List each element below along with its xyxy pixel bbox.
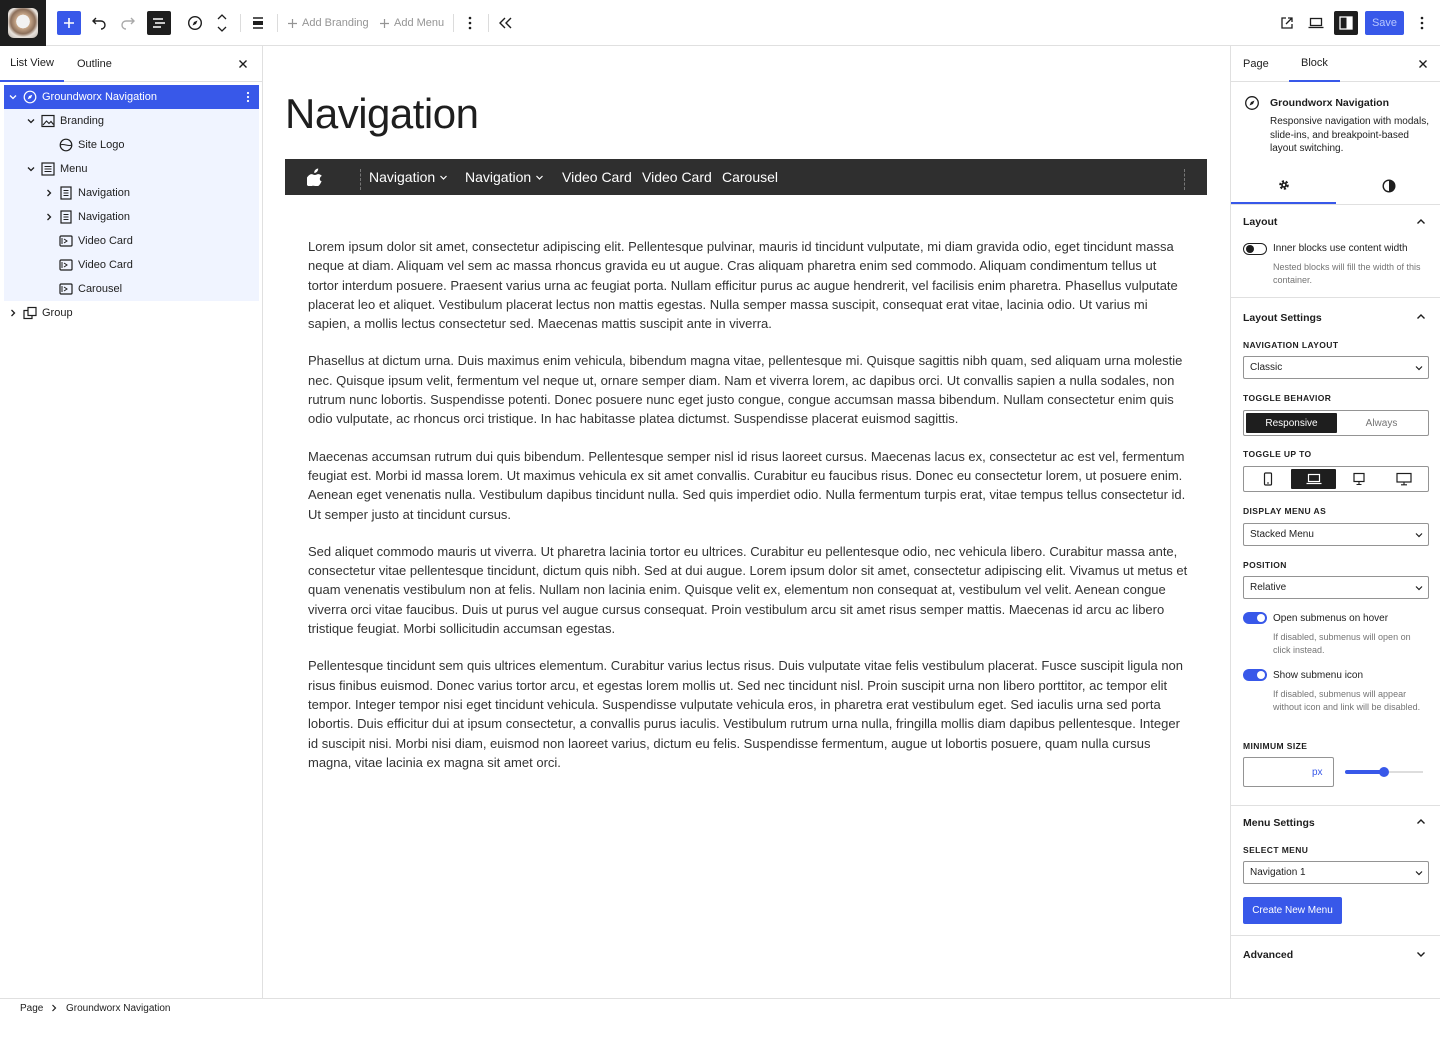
- toggle-knob: [1257, 671, 1265, 679]
- unit-label: px: [1312, 767, 1323, 778]
- minimum-size-input[interactable]: [1243, 757, 1334, 787]
- group-icon: [23, 306, 37, 320]
- inner-blocks-toggle[interactable]: [1243, 243, 1267, 255]
- display-menu-select[interactable]: [1243, 523, 1429, 546]
- chevron-down-icon: [1414, 583, 1424, 593]
- site-logo-icon: [59, 138, 73, 152]
- select-value: Navigation 1: [1250, 867, 1306, 878]
- block-card-description: Responsive navigation with modals, slide-ins, and breakpoint-based layout switching.: [1270, 116, 1429, 154]
- redo-icon: [120, 15, 136, 31]
- tree-item-video-card[interactable]: [4, 229, 259, 253]
- display-menu-label: DISPLAY MENU AS: [1243, 506, 1327, 516]
- chevron-down-icon: [8, 92, 18, 102]
- card-icon: [59, 282, 73, 296]
- move-block-buttons[interactable]: [214, 11, 230, 35]
- double-chevron-left-icon: [499, 17, 513, 29]
- tree-item-label: Group: [42, 307, 73, 319]
- breakpoint-tablet[interactable]: [1336, 469, 1381, 489]
- paragraph[interactable]: Pellentesque tincidunt sem quis ultrices elementum. Curabitur varius lectus risus. Duis vulputate vitae felis vestibulum placerat. Fusce suscipit ligula non risus finibus euismod. Donec varius tortor arcu, et egestas lorem mollis ut. Sed nec tincidunt nisl. Proin suscipit urna non libero porttitor, ac tempor elit tempor. Integer tempor nisi eget tincidunt vehicula. Suspendisse vulputate vehicula eros, in pharetra erat vestibulum eget. Sed iaculis urna sed porta lobortis. Duis efficitur dui at ipsum consectetur, a convallis purus iaculis. Vestibulum rutrum urna nulla, fringilla mollis diam dapibus pellentesque. Integer id suscipit nisi. Morbi nisi diam, euismod non laoreet varius, dictum eu felis. Suspendisse fermentum, augue ut lobortis posuere, quam nulla cursus magna, vitae lacinia ex magna sit amet orci.: [308, 658, 1184, 770]
- toggle-behavior-label: TOGGLE BEHAVIOR: [1243, 393, 1332, 403]
- tree-item-label: Video Card: [78, 235, 133, 247]
- nav-item-label: Navigation: [465, 169, 532, 185]
- nav-item-label: Carousel: [722, 169, 779, 185]
- chevron-down-icon: [1414, 868, 1424, 878]
- add-menu-button[interactable]: [379, 13, 444, 33]
- select-menu-select[interactable]: [1243, 861, 1429, 884]
- tree-item-menu[interactable]: [4, 157, 259, 181]
- tree-item-label: Navigation: [78, 211, 130, 223]
- page-title[interactable]: Navigation: [285, 90, 479, 137]
- navigation-layout-label: NAVIGATION LAYOUT: [1243, 340, 1339, 350]
- navigation-block-preview[interactable]: [285, 159, 1207, 195]
- minimum-size-label: MINIMUM SIZE: [1243, 741, 1308, 751]
- view-post-button[interactable]: [1277, 13, 1297, 33]
- tree-item-label: Navigation: [78, 187, 130, 199]
- undo-icon: [91, 15, 107, 31]
- site-icon-button[interactable]: [0, 0, 46, 46]
- toolbar-divider: [277, 14, 278, 32]
- menu-settings-title[interactable]: Menu Settings: [1243, 817, 1315, 829]
- list-view-panel: [0, 46, 263, 998]
- compass-icon: [1244, 95, 1260, 111]
- position-label: POSITION: [1243, 560, 1287, 570]
- open-submenus-hover-label: Open submenus on hover: [1273, 613, 1389, 624]
- layout-section-title[interactable]: Layout: [1243, 216, 1278, 228]
- tree-item-groundworx-navigation[interactable]: [4, 85, 259, 109]
- list-view-tabs: [0, 46, 262, 82]
- tab-list-view[interactable]: [0, 46, 64, 82]
- select-value: Relative: [1250, 582, 1287, 593]
- tree-item-carousel[interactable]: [4, 277, 259, 301]
- nav-item-label: Navigation: [369, 169, 436, 185]
- close-icon: [236, 57, 250, 71]
- show-submenu-icon-help: If disabled, submenus will appear without icon and link will be disabled.: [1273, 689, 1421, 712]
- device-preview-button[interactable]: [1306, 13, 1326, 33]
- show-submenu-icon-label: Show submenu icon: [1273, 670, 1364, 681]
- paragraph[interactable]: Lorem ipsum dolor sit amet, consectetur adipiscing elit. Pellentesque pulvinar, mauris id tincidunt vulputate, mi diam gravida odio, eget tincidunt massa neque at diam. Aliquam vel sem ac massa rhoncus gravida eu ut augue. Cras aliquam pharetra enim sed commodo. Aliquam condimentum tellus ut tortor interdum posuere. Praesent varius urna ac feugiat porta. Nullam efficitur purus ac augue hendrerit, vel facilisis enim pharetra. Phasellus vulputate placerat leo et aliquet. Vestibulum placerat lectus non mattis egestas. Nulla semper massa suscipit, consequat erat vitae, lacinia odio. Ut varius mi sapien, a mollis lectus consectetur sed. Maecenas mattis suscipit ante in viverra.: [308, 239, 1178, 332]
- tree-item-label: Groundworx Navigation: [42, 91, 157, 103]
- menu-block-icon: [41, 162, 55, 176]
- chevron-down-icon: [439, 173, 448, 182]
- paragraph[interactable]: Sed aliquet commodo mauris ut viverra. Ut pharetra lacinia tortor eu ultrices. Curabitur eu pellentesque odio, nec vehicula libero. Curabitur massa ante, consectetur vitae pellentesque tincidunt, dictum quis nibh. Sed at dui augue. Lorem ipsum dolor sit amet, consectetur adipiscing elit. Vivamus ut metus et quam venenatis vestibulum non at felis. Nullam non lacinia enim. Quisque velit ex, elementum non consequat at, vestibulum vel velit. Aenean congue viverra orci vitae faucibus. Duis ut purus vel augue cursus consequat. Proin vestibulum arcu sit amet risus semper mattis. Maecenas id arcu ac libero tristique feugiat. Morbi sollicitudin accumsan egestas.: [308, 543, 1188, 637]
- settings-tab[interactable]: [1231, 168, 1336, 204]
- breakpoint-laptop[interactable]: [1291, 469, 1336, 489]
- document-icon: [59, 186, 73, 200]
- site-icon: [8, 8, 38, 38]
- plus-icon: [287, 18, 298, 29]
- add-menu-label: Add Menu: [394, 17, 445, 29]
- toggle-knob: [1246, 245, 1254, 253]
- chevron-down-icon: [26, 164, 36, 174]
- chevron-down-icon: [26, 116, 36, 126]
- settings-sidebar-button[interactable]: [1334, 11, 1358, 35]
- advanced-section-title[interactable]: Advanced: [1243, 949, 1294, 961]
- apple-logo-icon[interactable]: [307, 168, 323, 186]
- tab-page[interactable]: [1243, 46, 1269, 82]
- chevron-up-icon[interactable]: [1415, 216, 1427, 228]
- chevron-right-icon: [50, 1004, 58, 1012]
- tree-item-group[interactable]: [4, 301, 259, 325]
- tree-item-navigation[interactable]: [4, 205, 259, 229]
- layout-settings-title[interactable]: Layout Settings: [1243, 312, 1322, 324]
- tree-item-label: Video Card: [78, 259, 133, 271]
- select-menu-label: SELECT MENU: [1243, 845, 1309, 855]
- nav-item-label: Video Card: [642, 169, 712, 185]
- content-body: [308, 237, 1188, 790]
- paragraph[interactable]: Phasellus at dictum urna. Duis maximus enim vehicula, bibendum magna vitae, pellentesque mi. Quisque sagittis nibh quam, sed aliquam urna molestie nec. Quisque ipsum velit, fermentum vel neque ut, ornare semper diam. Nam et viverra lorem, ac dapibus orci. Ut convallis sapien a nulla sodales, non rutrum nunc lobortis. Suspendisse potenti. Donec posuere nunc eget justo congue, congue accumsan massa bibendum. Nullam consectetur enim quis odio vulputate, ac rhoncus orci tristique. In hac habitasse platea dictumst. Suspendisse placerat euismod sagittis.: [308, 353, 1183, 427]
- minimum-size-slider[interactable]: [1345, 770, 1423, 774]
- toggle-behavior-responsive[interactable]: [1246, 413, 1337, 433]
- navigation-layout-select[interactable]: [1243, 356, 1429, 379]
- breadcrumb: [0, 998, 1440, 1040]
- select-value: Stacked Menu: [1250, 529, 1314, 540]
- chevron-right-icon: [8, 308, 18, 318]
- nav-item-label: Video Card: [562, 169, 632, 185]
- chevron-right-icon: [44, 212, 54, 222]
- breadcrumb-page[interactable]: Page: [20, 1003, 44, 1014]
- more-vertical-icon: [1420, 16, 1424, 30]
- list-view-icon: [152, 17, 166, 29]
- breakpoint-mobile[interactable]: [1246, 469, 1290, 489]
- block-options-button[interactable]: [460, 13, 480, 33]
- plus-icon: [62, 16, 76, 30]
- tab-outline-label: Outline: [77, 58, 112, 70]
- toggle-up-to-label: TOGGLE UP TO: [1243, 449, 1312, 459]
- tree-item-label: Carousel: [78, 283, 123, 295]
- more-vertical-icon: [468, 16, 472, 30]
- options-button[interactable]: [1412, 13, 1432, 33]
- contrast-icon: [1382, 179, 1396, 193]
- section-divider: [1231, 805, 1440, 806]
- chevron-up-icon[interactable]: [1415, 311, 1427, 323]
- open-submenus-hover-toggle[interactable]: [1243, 612, 1267, 624]
- chevron-right-icon: [44, 188, 54, 198]
- mobile-icon: [1262, 472, 1274, 486]
- position-select[interactable]: [1243, 576, 1429, 599]
- block-settings-sidebar: [1230, 46, 1440, 998]
- tab-outline[interactable]: [77, 46, 112, 82]
- option-label: Always: [1365, 417, 1398, 429]
- redo-button[interactable]: [118, 13, 138, 33]
- close-sidebar-button[interactable]: [1416, 57, 1430, 71]
- section-divider: [1231, 204, 1440, 205]
- section-divider: [1231, 297, 1440, 298]
- nav-item-navigation[interactable]: [465, 159, 544, 195]
- card-icon: [59, 258, 73, 272]
- block-card-title: Groundworx Navigation: [1270, 97, 1390, 109]
- tree-item-label: Menu: [60, 163, 88, 175]
- tree-item-branding[interactable]: [4, 109, 259, 133]
- justify-button[interactable]: [248, 13, 268, 33]
- tablet-icon: [1352, 472, 1366, 486]
- toolbar-divider: [453, 14, 454, 32]
- sidebar-icon: [1339, 16, 1353, 30]
- breakpoint-group: [1243, 466, 1429, 492]
- toolbar-divider: [240, 14, 241, 32]
- toggle-behavior-group: [1243, 410, 1429, 436]
- image-icon: [41, 114, 55, 128]
- chevron-down-icon: [1414, 530, 1424, 540]
- toggle-behavior-always[interactable]: [1337, 413, 1426, 433]
- gear-icon: [1277, 178, 1291, 192]
- tab-page-label: Page: [1243, 58, 1269, 70]
- editor-canvas: [263, 46, 1230, 998]
- breadcrumb-block[interactable]: Groundworx Navigation: [66, 1003, 171, 1014]
- save-button[interactable]: Save: [1365, 11, 1404, 35]
- block-type-button[interactable]: [185, 13, 205, 33]
- nav-item-navigation[interactable]: [369, 159, 448, 195]
- section-divider: [1231, 935, 1440, 936]
- desktop-icon: [1396, 472, 1412, 486]
- tab-block-label: Block: [1301, 57, 1328, 69]
- laptop-icon: [1306, 473, 1322, 485]
- undo-button[interactable]: [89, 13, 109, 33]
- more-vertical-icon[interactable]: [241, 90, 255, 104]
- block-inserter-button[interactable]: [57, 11, 81, 35]
- document-overview-button[interactable]: [147, 11, 171, 35]
- breakpoint-desktop[interactable]: [1381, 469, 1426, 489]
- nav-item-video-card[interactable]: [642, 159, 712, 195]
- paragraph[interactable]: Maecenas accumsan rutrum dui quis bibendum. Pellentesque semper nisl id risus laoreet cursus. Maecenas lacus ex, consectetur ac est vel, fermentum feugiat est. Morbi id massa lorem. Ut maximus vehicula ex sit amet convallis. Curabitur eu faucibus risus. Donec eu consectetur lorem, ut posuere enim. Aenean eget venenatis nulla. Vestibulum dapibus tincidunt nulla. Sed quis imperdiet odio. Nulla fermentum turpis erat, vitae tempus tellus consectetur id. Ut semper justo at tincidunt cursus.: [308, 448, 1186, 522]
- add-branding-label: Add Branding: [302, 17, 369, 29]
- sidebar-tabs: [1231, 46, 1440, 82]
- close-icon: [1416, 57, 1430, 71]
- tree-item-label: Branding: [60, 115, 105, 127]
- nav-item-video-card[interactable]: [562, 159, 632, 195]
- tree-item-label: Site Logo: [78, 139, 125, 151]
- tree-item-navigation[interactable]: [4, 181, 259, 205]
- chevron-up-down-icon: [216, 12, 228, 34]
- chevron-up-icon[interactable]: [1415, 816, 1427, 828]
- option-label: Responsive: [1265, 417, 1318, 429]
- nav-divider: [1184, 169, 1185, 190]
- card-icon: [59, 234, 73, 248]
- tab-block[interactable]: [1289, 46, 1340, 82]
- show-submenu-icon-toggle[interactable]: [1243, 669, 1267, 681]
- tab-list-view-label: List View: [10, 57, 54, 69]
- styles-tab[interactable]: [1336, 168, 1440, 204]
- inner-blocks-help: Nested blocks will fill the width of this container.: [1273, 262, 1421, 285]
- slider-thumb[interactable]: [1379, 767, 1389, 777]
- plus-icon: [379, 18, 390, 29]
- chevron-down-icon: [535, 173, 544, 182]
- collapse-toolbar-button[interactable]: [496, 13, 516, 33]
- document-icon: [59, 210, 73, 224]
- create-new-menu-button[interactable]: Create New Menu: [1243, 897, 1342, 924]
- external-link-icon: [1280, 16, 1294, 30]
- chevron-down-icon: [1414, 363, 1424, 373]
- tree-item-video-card[interactable]: [4, 253, 259, 277]
- nav-item-carousel[interactable]: [722, 159, 778, 195]
- open-submenus-hover-help: If disabled, submenus will open on click instead.: [1273, 632, 1411, 655]
- select-value: Classic: [1250, 362, 1283, 373]
- chevron-down-icon[interactable]: [1415, 948, 1427, 960]
- toggle-knob: [1257, 614, 1265, 622]
- close-list-view-button[interactable]: [236, 57, 250, 71]
- inner-blocks-label: Inner blocks use content width: [1273, 243, 1408, 254]
- laptop-icon: [1308, 17, 1324, 29]
- justify-icon: [251, 16, 265, 30]
- tree-item-site-logo[interactable]: [4, 133, 259, 157]
- compass-icon: [187, 15, 203, 31]
- toolbar-divider: [488, 14, 489, 32]
- add-branding-button[interactable]: [287, 13, 369, 33]
- nav-divider: [360, 169, 361, 190]
- compass-icon: [23, 90, 37, 104]
- top-toolbar: [0, 0, 1440, 46]
